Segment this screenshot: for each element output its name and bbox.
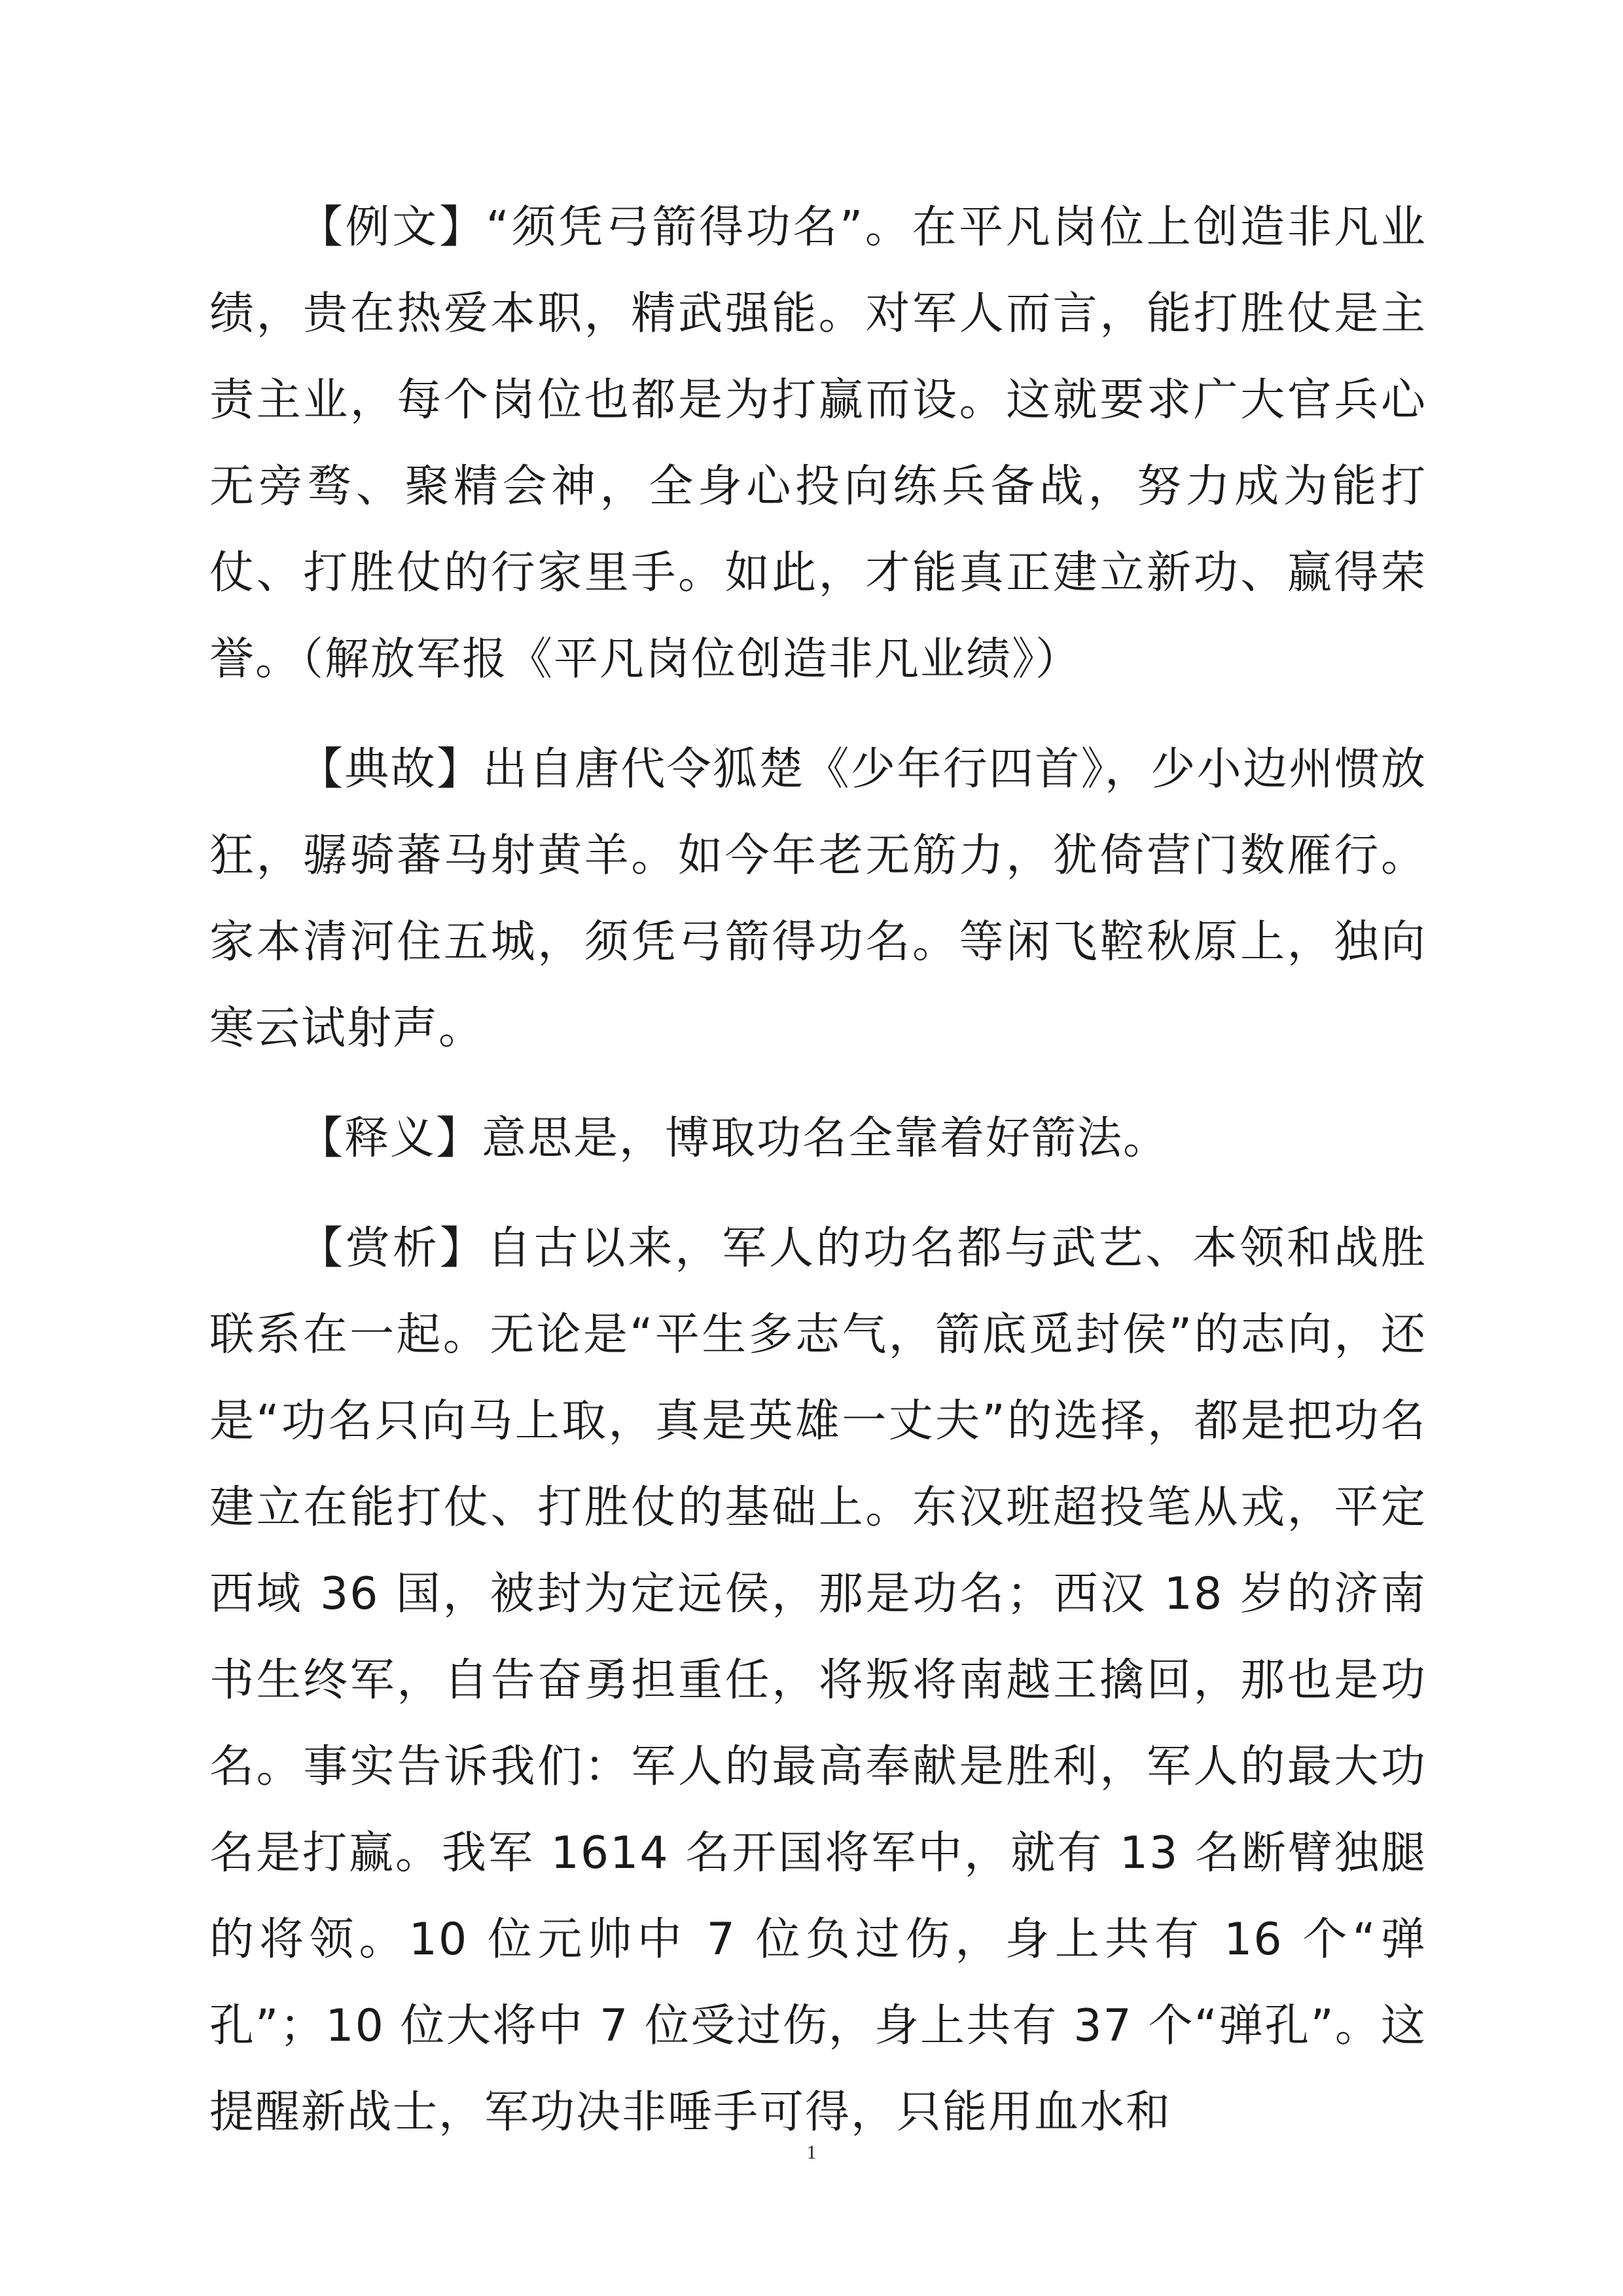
paragraph-example: 【例文】“须凭弓箭得功名”。在平凡岗位上创造非凡业绩，贵在热爱本职，精武强能。对军人而言，能打胜仗是主责主业，每个岗位也都是为打赢而设。这就要求广大官兵心无旁骛、聚精会神，全身心投向练兵备战，努力成为能打仗、打胜仗的行家里手。如此，才能真正建立新功、赢得荣誉。（解放军报《平凡岗位创造非凡业绩》）: [209, 202, 1427, 685]
document-body: [209, 185, 1427, 2156]
paragraph-appreciation: 【赏析】自古以来，军人的功名都与武艺、本领和战胜联系在一起。无论是“平生多志气，箭底觅封侯”的志向，还是“功名只向马上取，真是英雄一丈夫”的选择，都是把功名建立在能打仗、打胜仗的基础上。东汉班超投笔从戎，平定西域 36 国，被封为定远侯，那是功名；西汉 18 岁的济南书生终军，自告奋勇担重任，将叛将南越王擒回，那也是功名。事实告诉我们：军人的最高奉献是胜利，军人的最大功名是打赢。我军 1614 名开国将军中，就有 13 名断臂独腿的将领。10 位元帅中 7 位负过伤，身上共有 16 个“弹孔”；10 位大将中 7 位受过伤，身上共有 37 个“弹孔”。这提醒新战士，军功决非唾手可得，只能用血水和: [209, 1223, 1427, 2138]
page-number: 1: [806, 2142, 817, 2163]
paragraph-meaning: 【释义】意思是，博取功名全靠着好箭法。: [298, 1113, 1169, 1164]
paragraph-allusion: 【典故】出自唐代令狐楚《少年行四首》，少小边州惯放狂，骣骑蕃马射黄羊。如今年老无筋力，犹倚营门数雁行。家本清河住五城，须凭弓箭得功名。等闲飞鞚秋原上，独向寒云试射声。: [209, 744, 1427, 1054]
